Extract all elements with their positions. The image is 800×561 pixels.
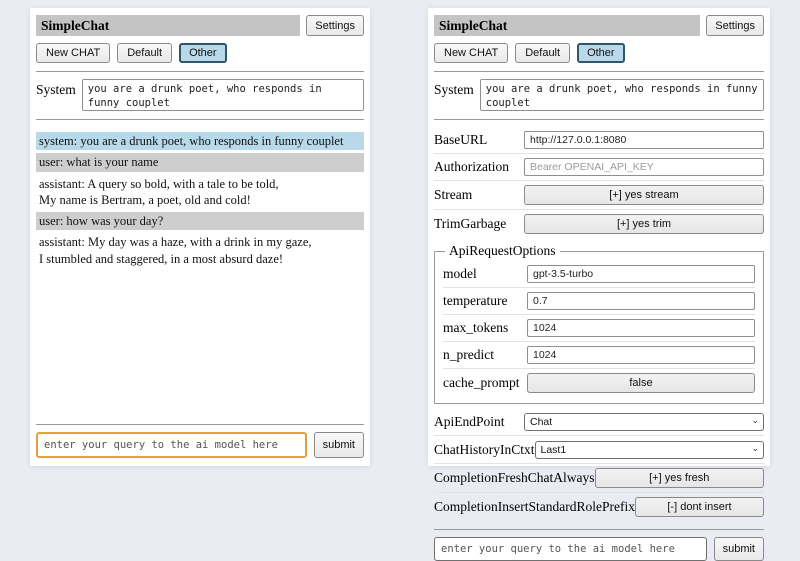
setting-label: Stream <box>434 187 473 202</box>
system-prompt-textarea[interactable] <box>480 79 764 111</box>
chat-message-assistant: assistant: My day was a haze, with a drink in my gaze, I stumbled and staggered, in a most absurd daze! <box>39 235 312 266</box>
divider <box>434 119 764 120</box>
setting-row-trimgarbage <box>434 209 764 238</box>
setting-label: cache_prompt <box>443 375 520 390</box>
setting-label: max_tokens <box>443 320 509 335</box>
temperature-input[interactable] <box>527 292 755 310</box>
submit-button[interactable]: submit <box>714 537 764 561</box>
system-prompt-row <box>434 79 764 111</box>
chat-message-user: user: what is your name <box>36 153 364 171</box>
session-toolbar <box>434 43 764 63</box>
setting-label: ApiEndPoint <box>434 413 505 429</box>
app-header <box>434 15 764 36</box>
chathistoryinctxt-select[interactable] <box>535 441 765 459</box>
submit-button[interactable]: submit <box>314 432 364 458</box>
setting-row-model <box>443 261 755 287</box>
setting-row-max-tokens <box>443 314 755 341</box>
session-toolbar <box>36 43 364 63</box>
authorization-input[interactable] <box>524 158 764 176</box>
chevron-down-icon: ⌄ <box>751 443 759 454</box>
query-input[interactable] <box>36 432 307 458</box>
divider <box>36 119 364 120</box>
session-button-other[interactable]: Other <box>179 43 227 63</box>
system-prompt-textarea[interactable] <box>82 79 364 111</box>
divider <box>434 71 764 72</box>
app-title: SimpleChat <box>36 15 300 36</box>
chat-message-system: system: you are a drunk poet, who responds in funny couplet <box>36 132 364 150</box>
query-section <box>36 416 364 458</box>
setting-label: BaseURL <box>434 132 488 147</box>
setting-row-baseurl <box>434 127 764 153</box>
session-button-other[interactable]: Other <box>577 43 625 63</box>
setting-row-stream <box>434 180 764 209</box>
setting-label: temperature <box>443 293 508 308</box>
app-title: SimpleChat <box>434 15 700 36</box>
query-section <box>434 521 764 561</box>
setting-label: model <box>443 266 477 281</box>
stream-toggle-button[interactable]: [+] yes stream <box>524 185 764 205</box>
setting-label: ChatHistoryInCtxt <box>434 441 535 457</box>
new-chat-button[interactable]: New CHAT <box>434 43 508 63</box>
cache-prompt-toggle-button[interactable]: false <box>527 373 755 393</box>
setting-label: CompletionInsertStandardRolePrefix <box>434 499 635 514</box>
settings-button[interactable]: Settings <box>306 15 364 36</box>
settings-button[interactable]: Settings <box>706 15 764 36</box>
app-header <box>36 15 364 36</box>
apiendpoint-select[interactable] <box>524 413 764 431</box>
divider <box>434 529 764 530</box>
setting-row-cache-prompt <box>443 368 755 397</box>
completion-insert-toggle-button[interactable]: [-] dont insert <box>635 497 764 517</box>
chevron-down-icon: ⌄ <box>751 415 759 426</box>
system-label: System <box>434 82 474 97</box>
trimgarbage-toggle-button[interactable]: [+] yes trim <box>524 214 764 234</box>
setting-row-temperature <box>443 287 755 314</box>
setting-label: TrimGarbage <box>434 216 507 231</box>
setting-label: CompletionFreshChatAlways <box>434 470 595 485</box>
system-label: System <box>36 82 76 97</box>
new-chat-button[interactable]: New CHAT <box>36 43 110 63</box>
session-button-default[interactable]: Default <box>515 43 570 63</box>
setting-row-n-predict <box>443 341 755 368</box>
query-input[interactable] <box>434 537 707 561</box>
divider <box>36 71 364 72</box>
setting-label: n_predict <box>443 347 494 362</box>
fieldset-legend: ApiRequestOptions <box>449 243 556 258</box>
settings-panel <box>428 8 770 555</box>
setting-row-completionfreshchatalways <box>434 463 764 492</box>
model-input[interactable] <box>527 265 755 283</box>
chat-messages <box>36 129 364 271</box>
system-prompt-row <box>36 79 364 111</box>
max-tokens-input[interactable] <box>527 319 755 337</box>
n-predict-input[interactable] <box>527 346 755 364</box>
setting-row-authorization <box>434 153 764 180</box>
chat-message-user: user: how was your day? <box>36 212 364 230</box>
setting-label: Authorization <box>434 159 509 174</box>
divider <box>36 424 364 425</box>
api-request-options-fieldset <box>434 243 764 404</box>
session-button-default[interactable]: Default <box>117 43 172 63</box>
chat-panel <box>30 8 370 466</box>
completion-fresh-toggle-button[interactable]: [+] yes fresh <box>595 468 765 488</box>
chat-message-assistant: assistant: A query so bold, with a tale to be told, My name is Bertram, a poet, old and cold! <box>39 176 279 207</box>
setting-row-apiendpoint <box>434 408 764 435</box>
setting-row-completioninsertstandardroleprefix <box>434 492 764 521</box>
setting-row-chathistoryinctxt <box>434 435 764 463</box>
settings-form <box>434 127 764 521</box>
baseurl-input[interactable] <box>524 131 764 149</box>
